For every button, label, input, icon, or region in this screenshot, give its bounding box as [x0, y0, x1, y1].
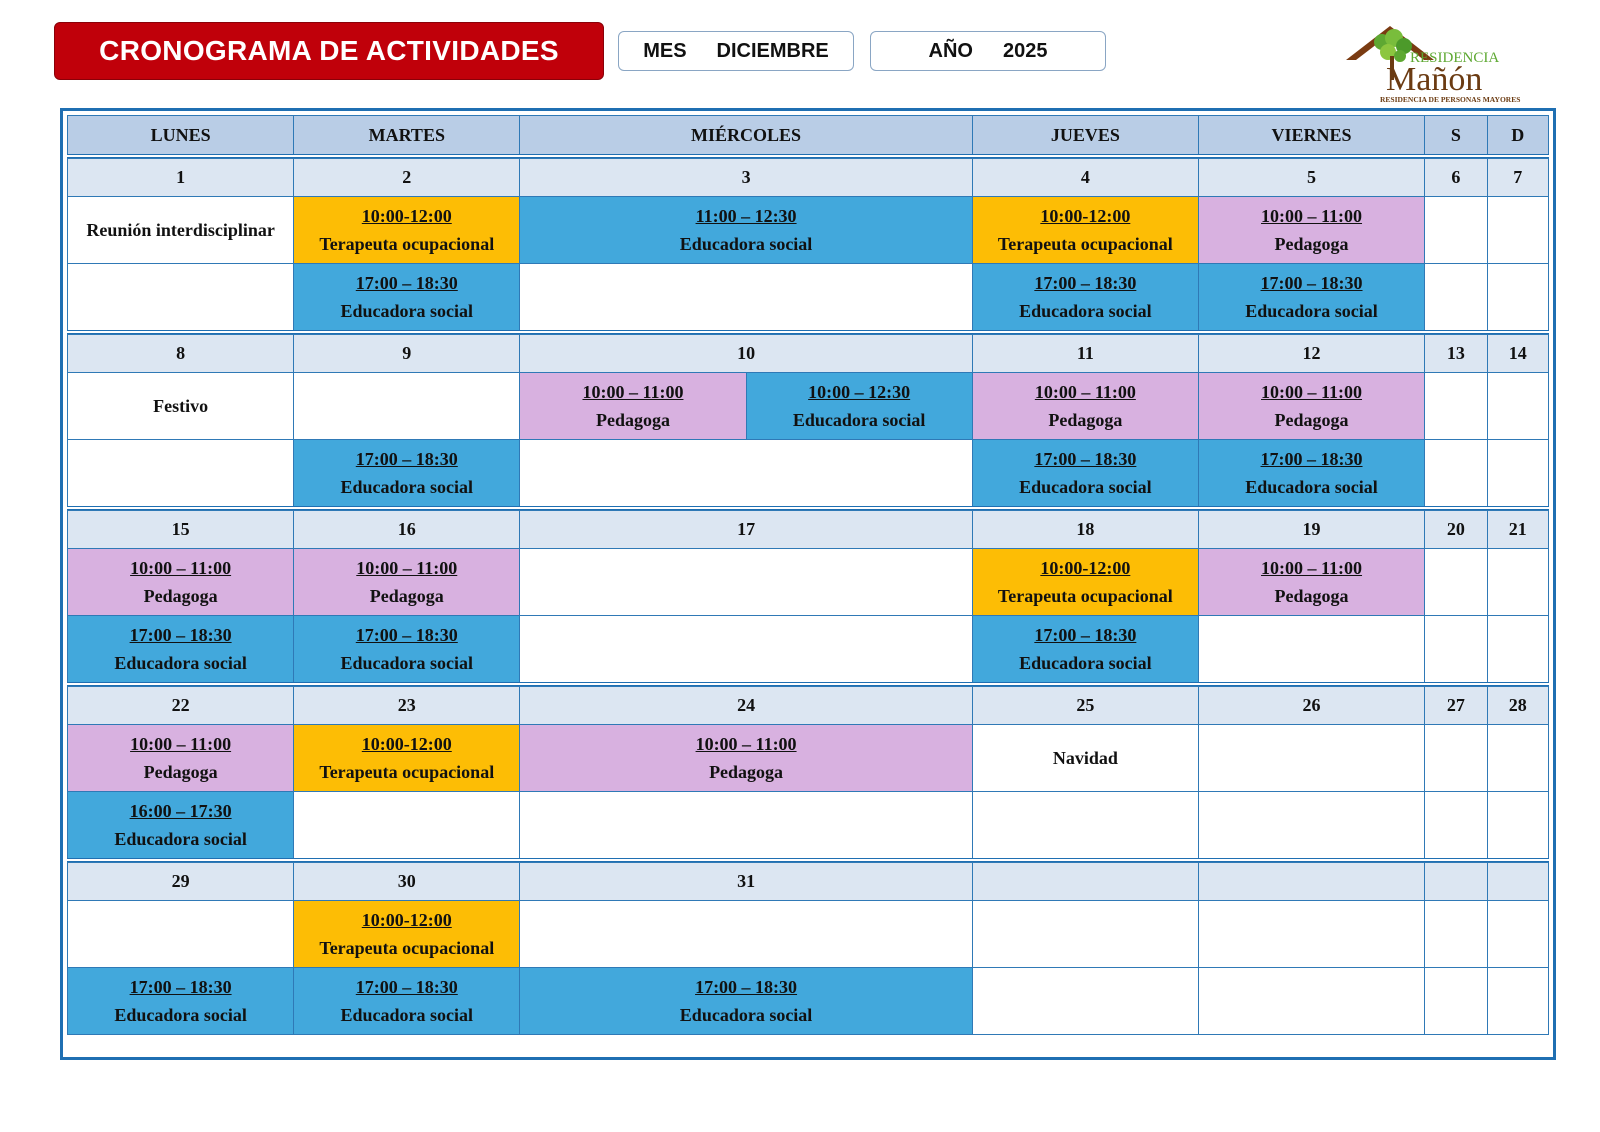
empty-cell: [1425, 373, 1487, 440]
day-note: Navidad: [972, 725, 1198, 792]
activity-role: Educadora social: [340, 1004, 474, 1025]
month-value: DICIEMBRE: [716, 39, 829, 62]
activity-cell: [1198, 549, 1424, 616]
activity-role: Educadora social: [114, 652, 247, 673]
empty-cell: [1425, 549, 1487, 616]
activity-cell: [746, 373, 972, 440]
activity-time: 17:00 – 18:30: [355, 624, 458, 645]
day-note: Festivo: [68, 373, 294, 440]
empty-cell: [972, 968, 1198, 1035]
activity-role: Pedagoga: [1274, 585, 1349, 606]
activity-cell: [972, 440, 1198, 509]
activity-row: [68, 440, 1549, 509]
weekday-header: VIERNES: [1198, 116, 1424, 157]
empty-cell: [68, 264, 294, 333]
activity-row: [68, 549, 1549, 616]
activity-time: 10:00 – 11:00: [1261, 205, 1363, 226]
empty-cell: [520, 616, 972, 685]
day-number: 23: [294, 687, 520, 725]
month-label: MES: [643, 39, 687, 62]
activity-time: 10:00-12:00: [361, 909, 452, 930]
activity-row: [68, 725, 1549, 792]
activity-role: Educadora social: [679, 233, 813, 254]
empty-cell: [68, 440, 294, 509]
activity-role: Pedagoga: [143, 761, 218, 782]
year-value: 2025: [1002, 39, 1048, 62]
day-number: [972, 863, 1198, 901]
day-number: 21: [1487, 511, 1548, 549]
activity-cell: [294, 616, 520, 685]
date-row: [68, 863, 1549, 901]
day-number: 5: [1198, 159, 1424, 197]
empty-cell: [1425, 440, 1487, 509]
day-number: 10: [520, 335, 972, 373]
day-number: 3: [520, 159, 972, 197]
empty-cell: [1487, 549, 1548, 616]
activity-time: 17:00 – 18:30: [1260, 448, 1363, 469]
activity-cell: [68, 549, 294, 616]
empty-cell: [294, 373, 520, 440]
activity-role: Pedagoga: [595, 409, 670, 430]
day-number: 4: [972, 159, 1198, 197]
day-number: 8: [68, 335, 294, 373]
activity-time: 10:00-12:00: [1040, 205, 1131, 226]
activity-cell: [294, 968, 520, 1035]
activity-time: 17:00 – 18:30: [1034, 272, 1137, 293]
weekday-header: JUEVES: [972, 116, 1198, 157]
activity-time: 10:00 – 11:00: [130, 733, 232, 754]
activity-cell: [1198, 373, 1424, 440]
calendar-table: [67, 115, 1549, 1035]
activity-cell: [68, 792, 294, 861]
activity-role: Pedagoga: [1048, 409, 1123, 430]
activity-role: Educadora social: [1019, 300, 1152, 321]
activity-role: Terapeuta ocupacional: [319, 233, 495, 254]
day-number: 29: [68, 863, 294, 901]
empty-cell: [1487, 725, 1548, 792]
empty-cell: [1425, 968, 1487, 1035]
activity-role: Educadora social: [340, 652, 474, 673]
empty-cell: [1198, 968, 1424, 1035]
day-number: 30: [294, 863, 520, 901]
day-note: Reunión interdisciplinar: [68, 197, 294, 264]
day-number: 27: [1425, 687, 1487, 725]
day-number: [1425, 863, 1487, 901]
activity-role: Terapeuta ocupacional: [319, 761, 495, 782]
empty-cell: [1425, 792, 1487, 861]
empty-cell: [520, 901, 972, 968]
logo-residencia-text: RESIDENCIA: [1410, 50, 1500, 66]
day-number: 25: [972, 687, 1198, 725]
day-number: [1198, 863, 1424, 901]
empty-cell: [1198, 901, 1424, 968]
activity-row: [68, 197, 1549, 264]
month-box: [618, 31, 854, 71]
empty-cell: [972, 901, 1198, 968]
date-row: [68, 159, 1549, 197]
day-number: 9: [294, 335, 520, 373]
year-label: AÑO: [928, 39, 973, 62]
activity-role: Pedagoga: [1274, 409, 1349, 430]
activity-role: Educadora social: [679, 1004, 813, 1025]
activity-cell: [294, 901, 520, 968]
activity-role: Educadora social: [340, 476, 474, 497]
date-row: [68, 335, 1549, 373]
activity-role: Educadora social: [1019, 476, 1152, 497]
day-number: 24: [520, 687, 972, 725]
empty-cell: [1425, 616, 1487, 685]
activity-time: 17:00 – 18:30: [355, 976, 458, 997]
day-number: 14: [1487, 335, 1548, 373]
empty-cell: [1487, 616, 1548, 685]
weekday-header-row: [68, 116, 1549, 157]
activity-row: [68, 373, 1549, 440]
weekday-header: LUNES: [68, 116, 294, 157]
activity-cell: [972, 264, 1198, 333]
empty-cell: [1425, 725, 1487, 792]
activity-role: Pedagoga: [369, 585, 444, 606]
activity-role: Educadora social: [340, 300, 474, 321]
weekday-header: D: [1487, 116, 1548, 157]
day-number: 11: [972, 335, 1198, 373]
empty-cell: [1425, 197, 1487, 264]
empty-cell: [1487, 901, 1548, 968]
activity-cell: [1198, 440, 1424, 509]
empty-cell: [68, 901, 294, 968]
activity-cell: [294, 549, 520, 616]
activity-role: Educadora social: [114, 1004, 247, 1025]
activity-time: 17:00 – 18:30: [355, 448, 458, 469]
activity-time: 16:00 – 17:30: [129, 800, 232, 821]
activity-time: 10:00-12:00: [361, 205, 452, 226]
logo-manon-text: Mañón: [1386, 61, 1483, 98]
activity-role: Educadora social: [792, 409, 926, 430]
activity-time: 17:00 – 18:30: [129, 624, 232, 645]
activity-role: Educadora social: [1245, 300, 1378, 321]
day-number: 31: [520, 863, 972, 901]
day-number: 26: [1198, 687, 1424, 725]
activity-time: 17:00 – 18:30: [129, 976, 232, 997]
weekday-header: S: [1425, 116, 1487, 157]
activity-role: Pedagoga: [143, 585, 218, 606]
activity-time: 10:00 – 11:00: [695, 733, 797, 754]
activity-time: 10:00 – 11:00: [356, 557, 458, 578]
weekday-header: MARTES: [294, 116, 520, 157]
day-number: 18: [972, 511, 1198, 549]
activity-role: Terapeuta ocupacional: [997, 585, 1173, 606]
day-number: 22: [68, 687, 294, 725]
empty-cell: [1425, 264, 1487, 333]
empty-cell: [1487, 968, 1548, 1035]
empty-cell: [1198, 616, 1424, 685]
logo-subtitle-text: RESIDENCIA DE PERSONAS MAYORES: [1380, 95, 1521, 104]
activity-role: Terapeuta ocupacional: [319, 937, 495, 958]
date-row: [68, 511, 1549, 549]
day-number: 13: [1425, 335, 1487, 373]
year-box: [870, 31, 1106, 71]
activity-time: 10:00 – 12:30: [808, 381, 911, 402]
activity-cell: [972, 616, 1198, 685]
activity-row: [68, 264, 1549, 333]
calendar-frame: [60, 108, 1556, 1060]
day-number: 6: [1425, 159, 1487, 197]
activity-row: [68, 792, 1549, 861]
activity-role: Educadora social: [1019, 652, 1152, 673]
activity-row: [68, 968, 1549, 1035]
empty-cell: [1425, 901, 1487, 968]
day-number: 28: [1487, 687, 1548, 725]
activity-row: [68, 901, 1549, 968]
activity-time: 17:00 – 18:30: [355, 272, 458, 293]
activity-time: 10:00 – 11:00: [1261, 557, 1363, 578]
activity-role: Educadora social: [114, 828, 247, 849]
activity-cell: [68, 616, 294, 685]
day-number: 1: [68, 159, 294, 197]
activity-cell: [1198, 197, 1424, 264]
activity-time: 10:00 – 11:00: [130, 557, 232, 578]
activity-role: Pedagoga: [1274, 233, 1349, 254]
day-number: 19: [1198, 511, 1424, 549]
activity-time: 17:00 – 18:30: [1034, 448, 1137, 469]
empty-cell: [520, 264, 972, 333]
activity-cell: [294, 440, 520, 509]
activity-cell: [972, 373, 1198, 440]
calendar-body: [68, 156, 1549, 1035]
activity-cell: [972, 549, 1198, 616]
date-row: [68, 687, 1549, 725]
empty-cell: [972, 792, 1198, 861]
empty-cell: [520, 440, 972, 509]
empty-cell: [520, 549, 972, 616]
activity-cell: [68, 725, 294, 792]
empty-cell: [1487, 197, 1548, 264]
day-number: [1487, 863, 1548, 901]
activity-row: [68, 616, 1549, 685]
day-number: 16: [294, 511, 520, 549]
activity-time: 17:00 – 18:30: [1260, 272, 1363, 293]
activity-time: 17:00 – 18:30: [695, 976, 798, 997]
activity-time: 10:00-12:00: [1040, 557, 1131, 578]
empty-cell: [1487, 792, 1548, 861]
activity-time: 10:00 – 11:00: [582, 381, 684, 402]
activity-cell: [520, 197, 972, 264]
activity-role: Terapeuta ocupacional: [997, 233, 1173, 254]
activity-time: 11:00 – 12:30: [695, 205, 797, 226]
activity-time: 10:00 – 11:00: [1261, 381, 1363, 402]
day-number: 7: [1487, 159, 1548, 197]
day-number: 17: [520, 511, 972, 549]
activity-cell: [294, 725, 520, 792]
empty-cell: [1487, 373, 1548, 440]
day-number: 2: [294, 159, 520, 197]
activity-role: Pedagoga: [709, 761, 784, 782]
empty-cell: [520, 792, 972, 861]
activity-cell: [520, 725, 972, 792]
day-number: 15: [68, 511, 294, 549]
residencia-manon-logo: [1344, 22, 1560, 104]
activity-time: 10:00-12:00: [361, 733, 452, 754]
activity-role: Educadora social: [1245, 476, 1378, 497]
activity-cell: [294, 197, 520, 264]
activity-cell: [520, 373, 746, 440]
activity-cell: [520, 968, 972, 1035]
activity-cell: [972, 197, 1198, 264]
day-number: 20: [1425, 511, 1487, 549]
page-title: CRONOGRAMA DE ACTIVIDADES: [54, 22, 604, 80]
activity-cell: [1198, 264, 1424, 333]
activity-cell: [68, 968, 294, 1035]
day-number: 12: [1198, 335, 1424, 373]
empty-cell: [1487, 440, 1548, 509]
activity-cell: [294, 264, 520, 333]
empty-cell: [1198, 725, 1424, 792]
activity-time: 17:00 – 18:30: [1034, 624, 1137, 645]
empty-cell: [294, 792, 520, 861]
weekday-header: MIÉRCOLES: [520, 116, 972, 157]
activity-time: 10:00 – 11:00: [1034, 381, 1136, 402]
empty-cell: [1198, 792, 1424, 861]
empty-cell: [1487, 264, 1548, 333]
